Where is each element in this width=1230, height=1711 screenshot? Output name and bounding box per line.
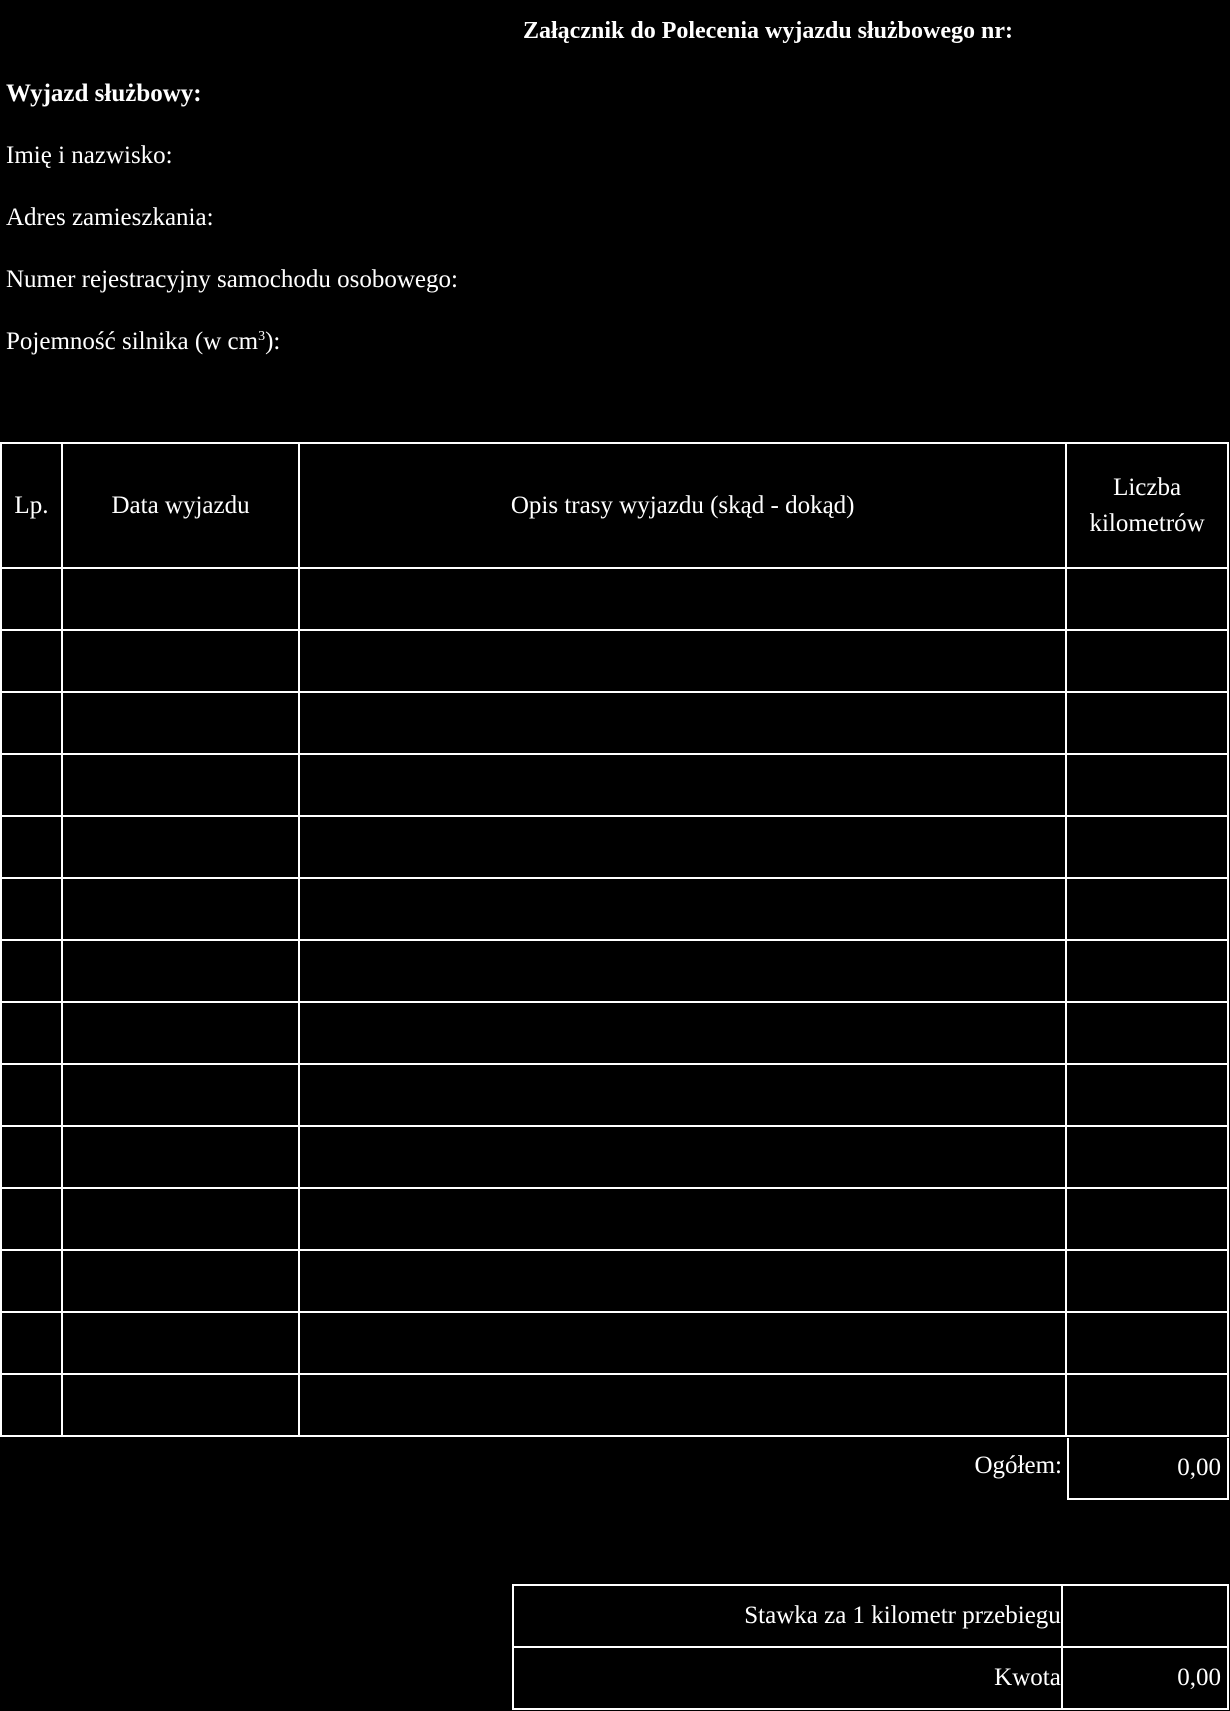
table-row [1,1250,1228,1312]
cell-date[interactable] [62,754,299,816]
cell-km[interactable] [1066,568,1228,630]
cell-lp[interactable] [1,1188,62,1250]
cell-lp[interactable] [1,568,62,630]
rate-value[interactable] [1062,1585,1228,1647]
cell-route[interactable] [299,1188,1066,1250]
cell-date[interactable] [62,1126,299,1188]
total-table [1067,1438,1229,1500]
table-row [1,568,1228,630]
table-row [1,1374,1228,1436]
table-row [1,1188,1228,1250]
cell-date[interactable] [62,878,299,940]
table-row [1,692,1228,754]
cell-date[interactable] [62,1064,299,1126]
table-row [1,1002,1228,1064]
cell-route[interactable] [299,630,1066,692]
cell-lp[interactable] [1,878,62,940]
cell-route[interactable] [299,754,1066,816]
cell-lp[interactable] [1,1250,62,1312]
header-km-line1: Liczba [1113,473,1182,501]
cell-lp[interactable] [1,940,62,1002]
cell-km[interactable] [1066,1002,1228,1064]
cell-route[interactable] [299,1002,1066,1064]
engine-prefix: Pojemność silnika (w cm [6,328,259,355]
cell-date[interactable] [62,940,299,1002]
cell-km[interactable] [1066,754,1228,816]
table-row [1,878,1228,940]
cell-date[interactable] [62,1002,299,1064]
cell-km[interactable] [1066,1064,1228,1126]
header-km-line2: kilometrów [1089,509,1205,537]
cell-lp[interactable] [1,816,62,878]
trip-label: Wyjazd służbowy: [6,80,202,107]
cell-lp[interactable] [1,754,62,816]
engine-superscript: 3 [258,329,266,344]
address-label: Adres zamieszkania: [6,204,214,231]
rate-label: Stawka za 1 kilometr przebiegu [513,1585,1062,1647]
amount-label: Kwota [513,1647,1062,1709]
cell-route[interactable] [299,1126,1066,1188]
cell-route[interactable] [299,1064,1066,1126]
table-row [1,816,1228,878]
rate-row [513,1585,1228,1647]
cell-lp[interactable] [1,1002,62,1064]
table-row [1,940,1228,1002]
table-header-row [1,443,1228,568]
cell-km[interactable] [1066,1250,1228,1312]
table-row [1,754,1228,816]
cell-km[interactable] [1066,1312,1228,1374]
cell-route[interactable] [299,568,1066,630]
cell-km[interactable] [1066,816,1228,878]
table-row [1,1126,1228,1188]
cell-lp[interactable] [1,1312,62,1374]
total-label: Ogółem: [974,1452,1062,1479]
cell-km[interactable] [1066,630,1228,692]
cell-km[interactable] [1066,1126,1228,1188]
cell-route[interactable] [299,1374,1066,1436]
cell-date[interactable] [62,1374,299,1436]
table-row [1,1312,1228,1374]
header-date: Data wyjazdu [62,443,299,568]
cell-route[interactable] [299,878,1066,940]
cell-route[interactable] [299,692,1066,754]
cell-km[interactable] [1066,878,1228,940]
cell-date[interactable] [62,568,299,630]
cell-km[interactable] [1066,692,1228,754]
cell-date[interactable] [62,1312,299,1374]
cell-route[interactable] [299,940,1066,1002]
document-title: Załącznik do Polecenia wyjazdu służbowego nr: [523,18,1013,44]
cell-route[interactable] [299,1250,1066,1312]
cell-route[interactable] [299,1312,1066,1374]
header-km [1066,443,1228,568]
cell-date[interactable] [62,1250,299,1312]
trips-table [0,442,1229,1437]
table-row [1,1064,1228,1126]
rates-table [512,1584,1229,1710]
cell-lp[interactable] [1,692,62,754]
name-label: Imię i nazwisko: [6,142,173,169]
cell-lp[interactable] [1,1064,62,1126]
header-lp: Lp. [1,443,62,568]
engine-suffix: ): [265,328,281,355]
cell-date[interactable] [62,1188,299,1250]
table-row [1,630,1228,692]
registration-label: Numer rejestracyjny samochodu osobowego: [6,266,458,293]
total-value[interactable]: 0,00 [1068,1438,1228,1499]
cell-km[interactable] [1066,1374,1228,1436]
amount-value[interactable]: 0,00 [1062,1647,1228,1709]
cell-lp[interactable] [1,1126,62,1188]
header-route: Opis trasy wyjazdu (skąd - dokąd) [299,443,1066,568]
trips-table-body [1,568,1228,1436]
cell-date[interactable] [62,692,299,754]
cell-km[interactable] [1066,940,1228,1002]
cell-lp[interactable] [1,630,62,692]
cell-date[interactable] [62,630,299,692]
amount-row [513,1647,1228,1709]
cell-date[interactable] [62,816,299,878]
engine-capacity-label [6,328,280,356]
cell-lp[interactable] [1,1374,62,1436]
cell-route[interactable] [299,816,1066,878]
cell-km[interactable] [1066,1188,1228,1250]
